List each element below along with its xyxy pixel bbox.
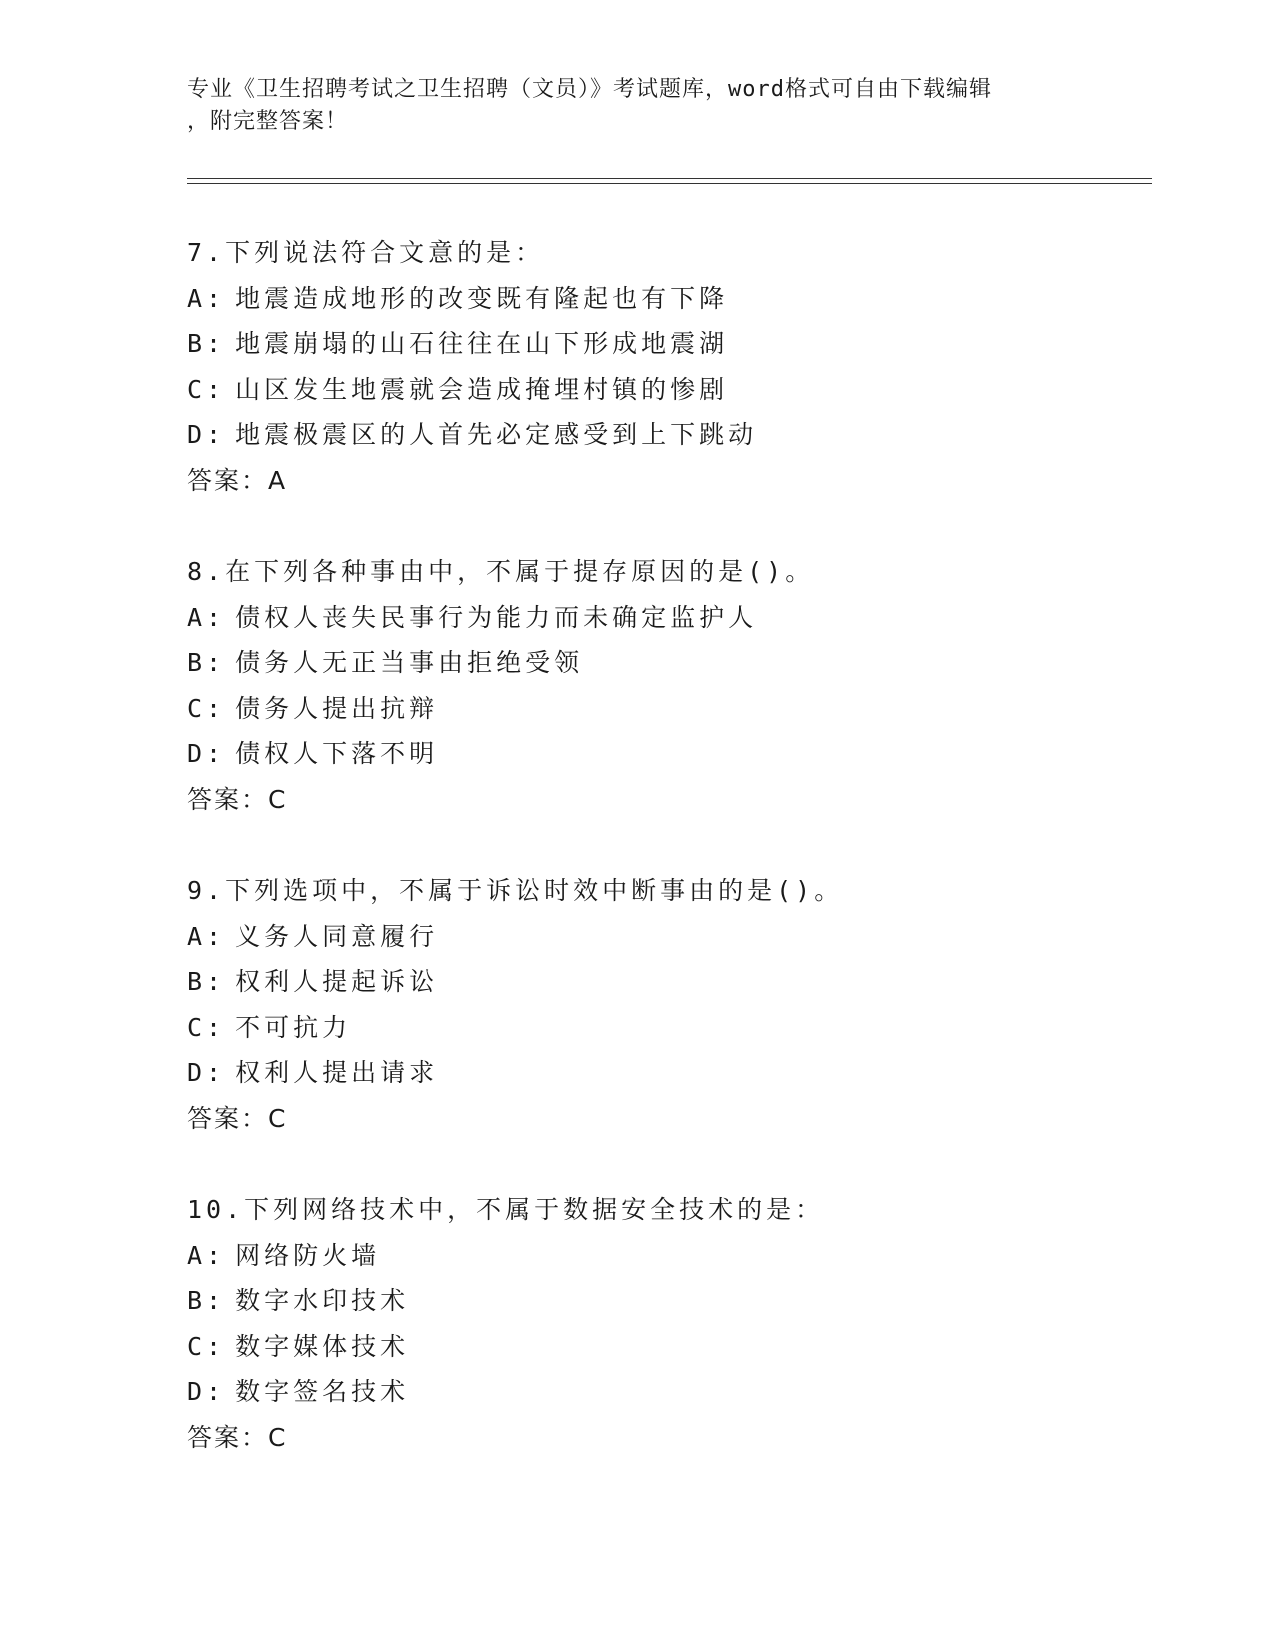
option-text: 权利人提起诉讼 [235, 967, 439, 996]
option-d [187, 731, 1147, 777]
option-key: C: [187, 374, 226, 404]
option-key: A: [187, 921, 226, 951]
question-stem: 8.在下列各种事由中，不属于提存原因的是()。 [187, 557, 815, 586]
option-text: 债权人丧失民事行为能力而未确定监护人 [235, 602, 758, 632]
option-a [187, 1233, 1147, 1279]
option-b [187, 959, 1147, 1005]
option-key: A: [187, 602, 226, 632]
option-b [187, 640, 1147, 686]
answer-line: 答案：A [187, 465, 288, 495]
option-key: B: [187, 329, 226, 358]
option-text: 义务人同意履行 [235, 921, 439, 951]
option-key: D: [187, 1058, 226, 1087]
option-text: 地震崩塌的山石往往在山下形成地震湖 [235, 329, 729, 358]
answer-line: 答案：C [187, 1103, 288, 1133]
option-d [187, 1369, 1147, 1415]
option-c [187, 686, 1147, 732]
option-d [187, 1050, 1147, 1096]
answer-line: 答案：C [187, 784, 288, 814]
option-key: D: [187, 420, 226, 449]
option-text: 债务人提出抗辩 [235, 693, 439, 723]
option-c [187, 1324, 1147, 1370]
question-block [187, 868, 1147, 1141]
option-key: D: [187, 1377, 226, 1406]
option-text: 地震造成地形的改变既有隆起也有下降 [235, 283, 729, 313]
option-text: 数字水印技术 [235, 1286, 410, 1315]
option-text: 网络防火墙 [235, 1240, 381, 1270]
document-header [187, 74, 1087, 138]
option-c [187, 1005, 1147, 1051]
header-divider-top [187, 178, 1152, 179]
option-text: 不可抗力 [235, 1012, 352, 1042]
question-block [187, 230, 1147, 503]
option-key: A: [187, 1240, 226, 1270]
question-stem: 7.下列说法符合文意的是： [187, 238, 545, 267]
option-key: A: [187, 283, 226, 313]
option-text: 山区发生地震就会造成掩埋村镇的惨剧 [235, 374, 729, 404]
question-stem: 10.下列网络技术中，不属于数据安全技术的是： [187, 1195, 825, 1224]
question-block [187, 549, 1147, 822]
option-a [187, 914, 1147, 960]
option-key: D: [187, 739, 226, 768]
option-key: B: [187, 1286, 226, 1315]
option-key: C: [187, 1012, 226, 1042]
question-block [187, 1187, 1147, 1460]
option-text: 数字签名技术 [235, 1377, 410, 1406]
header-line-1: 专业《卫生招聘考试之卫生招聘（文员）》考试题库，word格式可自由下载编辑 [187, 77, 992, 102]
option-text: 数字媒体技术 [235, 1331, 410, 1361]
option-a [187, 276, 1147, 322]
option-text: 债权人下落不明 [235, 739, 439, 768]
header-divider-bottom [187, 183, 1152, 184]
question-stem: 9.下列选项中，不属于诉讼时效中断事由的是()。 [187, 876, 844, 905]
option-text: 地震极震区的人首先必定感受到上下跳动 [235, 420, 758, 449]
option-key: C: [187, 693, 226, 723]
option-b [187, 1278, 1147, 1324]
option-key: B: [187, 648, 226, 677]
option-key: B: [187, 967, 226, 996]
option-b [187, 321, 1147, 367]
option-text: 权利人提出请求 [235, 1058, 439, 1087]
option-d [187, 412, 1147, 458]
option-key: C: [187, 1331, 226, 1361]
answer-line: 答案：C [187, 1422, 288, 1452]
header-line-2: ，附完整答案！ [187, 109, 349, 134]
option-c [187, 367, 1147, 413]
option-text: 债务人无正当事由拒绝受领 [235, 648, 584, 677]
option-a [187, 595, 1147, 641]
